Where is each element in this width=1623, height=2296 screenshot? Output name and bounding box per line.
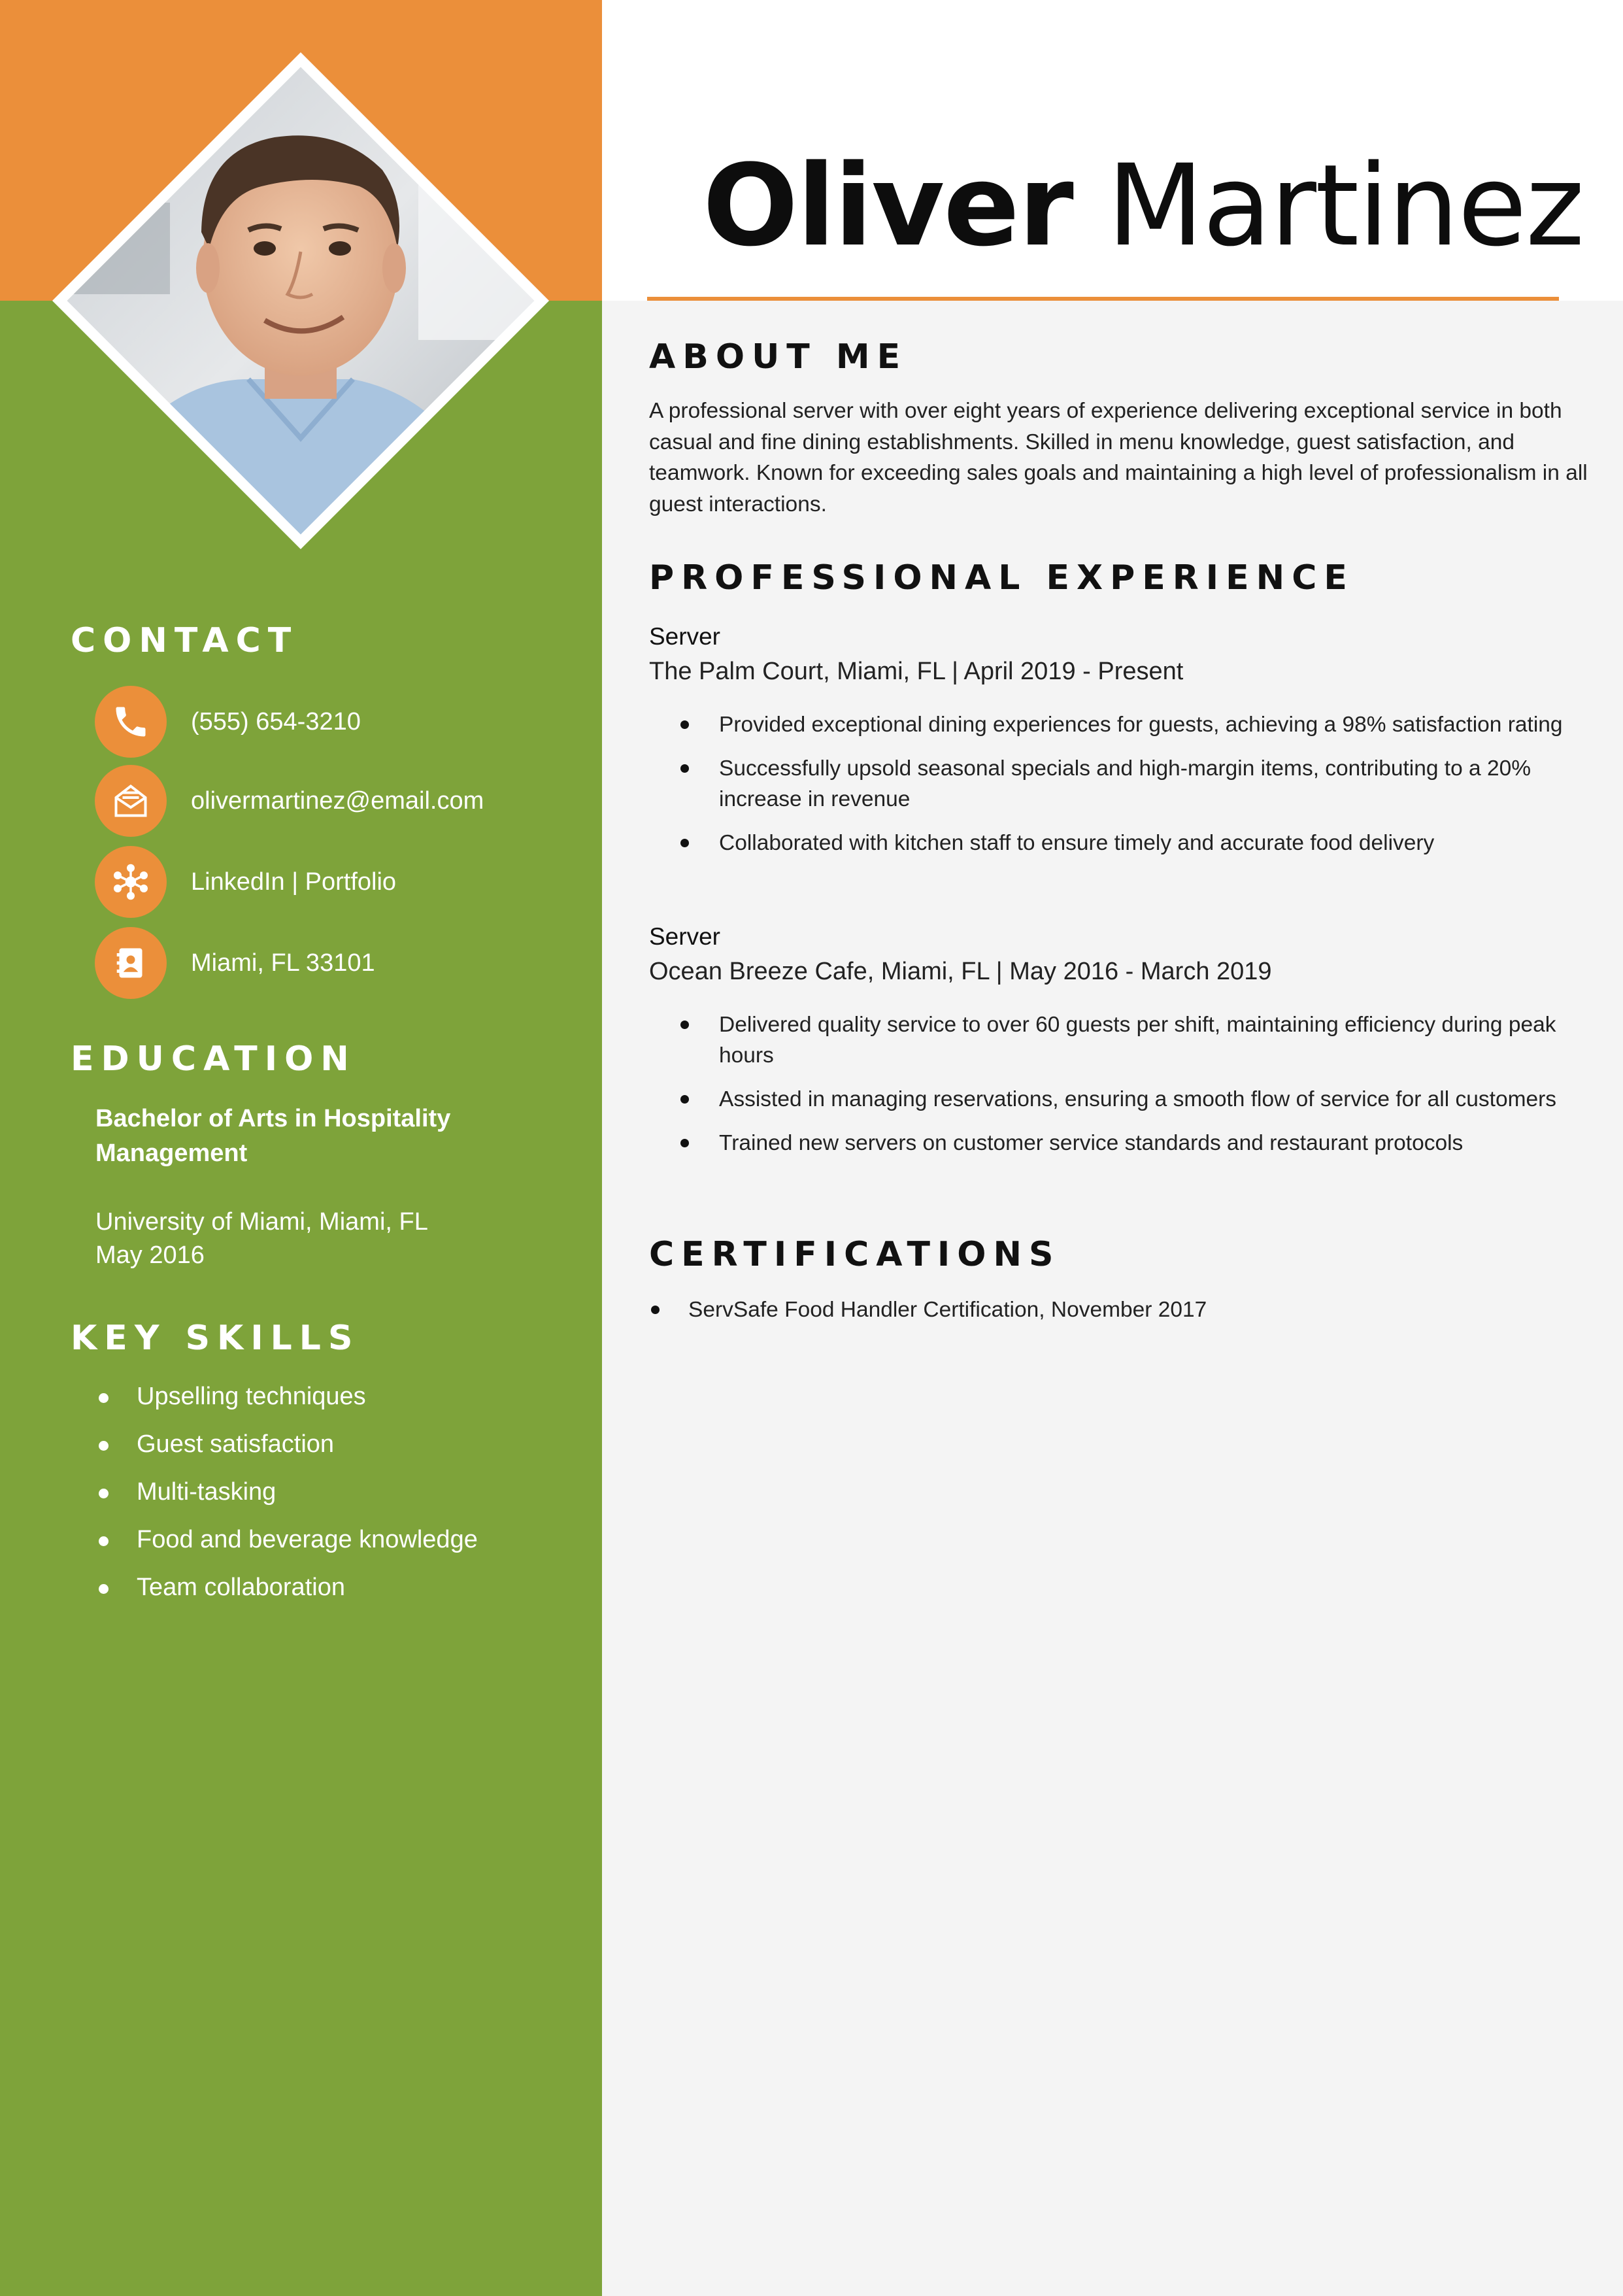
profile-photo	[52, 52, 549, 549]
job-bullet: Collaborated with kitchen staff to ensure timely and accurate food delivery	[680, 828, 1595, 858]
education-degree: Bachelor of Arts in Hospitality Management	[95, 1105, 451, 1167]
contact-address	[95, 927, 592, 999]
first-name: Oliver	[703, 140, 1073, 271]
contact-phone	[95, 686, 592, 758]
certifications-heading: CERTIFICATIONS	[649, 1235, 1061, 1274]
experience-heading: PROFESSIONAL EXPERIENCE	[649, 558, 1354, 598]
job-bullet: Successfully upsold seasonal specials and high-margin items, contributing to a 20% increase in revenue	[680, 753, 1595, 815]
contact-links-text[interactable]: LinkedIn | Portfolio	[191, 868, 397, 896]
sidebar-background	[0, 301, 602, 2296]
about-text: A professional server with over eight years of experience delivering exceptional service in both casual and fine dining establishments. Skilled in menu knowledge, guest satisfaction, and teamwork. Known for exceeding sales goals and maintaining a high level of professionalism in all guest interactions.	[649, 399, 1588, 516]
job-org: Ocean Breeze Cafe, Miami, FL | May 2016 - March 2019	[649, 958, 1272, 985]
skills-heading: KEY SKILLS	[71, 1319, 360, 1358]
contact-phone-text[interactable]: (555) 654-3210	[191, 707, 361, 735]
job-bullets	[680, 709, 1595, 871]
network-icon	[95, 846, 167, 918]
job-bullet: Assisted in managing reservations, ensuring a smooth flow of service for all customers	[680, 1084, 1595, 1115]
contact-address-text: Miami, FL 33101	[191, 949, 375, 977]
education-school: University of Miami, Miami, FL	[95, 1208, 428, 1236]
job-role: Server	[649, 623, 720, 650]
skills-list	[95, 1373, 579, 1612]
job-role: Server	[649, 923, 720, 950]
skill-item: Food and beverage knowledge	[95, 1516, 579, 1564]
last-name: Martinez	[1107, 140, 1584, 271]
candidate-name	[703, 141, 1605, 271]
name-divider	[647, 297, 1559, 301]
skill-item: Upselling techniques	[95, 1373, 579, 1421]
contact-email	[95, 765, 592, 837]
skill-item: Guest satisfaction	[95, 1421, 579, 1468]
contact-heading: CONTACT	[71, 621, 299, 660]
contact-links	[95, 846, 592, 918]
about-heading: ABOUT ME	[649, 337, 908, 377]
email-icon	[95, 765, 167, 837]
education-heading: EDUCATION	[71, 1039, 356, 1079]
job-bullet: Provided exceptional dining experiences for guests, achieving a 98% satisfaction rating	[680, 709, 1595, 740]
job-bullet: Trained new servers on customer service standards and restaurant protocols	[680, 1128, 1595, 1158]
job-bullets	[680, 1009, 1595, 1172]
job-bullet: Delivered quality service to over 60 guests per shift, maintaining efficiency during peak hours	[680, 1009, 1595, 1071]
certifications-list	[649, 1294, 1564, 1325]
phone-icon	[95, 686, 167, 758]
education-date: May 2016	[95, 1241, 205, 1269]
job-org: The Palm Court, Miami, FL | April 2019 - Present	[649, 658, 1184, 685]
skill-item: Multi-tasking	[95, 1468, 579, 1516]
skill-item: Team collaboration	[95, 1564, 579, 1612]
contact-email-text[interactable]: olivermartinez@email.com	[191, 786, 484, 815]
certification-item: ServSafe Food Handler Certification, November 2017	[649, 1294, 1564, 1325]
address-book-icon	[95, 927, 167, 999]
